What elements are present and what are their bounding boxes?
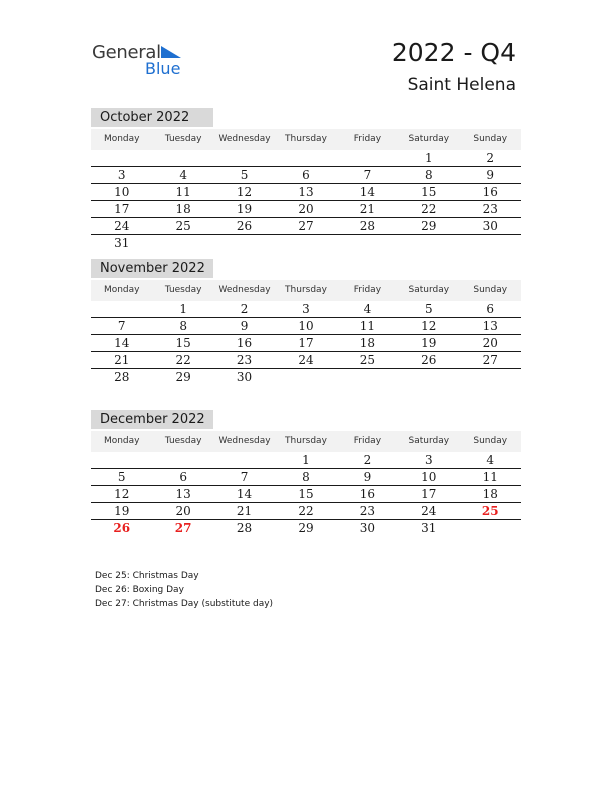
- empty-day-cell: [460, 520, 521, 537]
- day-cell: 10: [298, 319, 314, 333]
- month-december: [91, 410, 521, 537]
- day-cell: 21: [236, 504, 253, 518]
- day-cell: 14: [114, 336, 130, 350]
- page-title: 2022 - Q4: [391, 38, 516, 67]
- day-cell: 25: [175, 219, 191, 233]
- logo-triangle-icon: [161, 44, 183, 60]
- holiday-day-cell: 26: [113, 521, 131, 535]
- day-cell: 17: [114, 202, 130, 216]
- weekday-header: [91, 280, 521, 301]
- weekday-label: Tuesday: [164, 436, 202, 446]
- day-cell: 29: [421, 219, 437, 233]
- week-row: [91, 201, 521, 218]
- generalblue-logo: [92, 40, 192, 80]
- week-row: [91, 184, 521, 201]
- weekday-label: Thursday: [285, 285, 327, 295]
- weekday-label: Saturday: [408, 285, 450, 295]
- week-row: [91, 318, 521, 335]
- day-cell: 10: [421, 470, 437, 484]
- day-cell: 30: [482, 219, 498, 233]
- day-cell: 27: [482, 353, 498, 367]
- day-cell: 13: [175, 487, 191, 501]
- week-row: [91, 469, 521, 486]
- day-cell: 26: [421, 353, 437, 367]
- day-cell: 5: [425, 302, 433, 316]
- day-cell: 1: [302, 453, 310, 467]
- empty-day-cell: [152, 235, 213, 252]
- day-cell: 19: [421, 336, 437, 350]
- day-cell: 30: [359, 521, 376, 535]
- day-cell: 12: [421, 319, 437, 333]
- day-cell: 1: [425, 151, 433, 165]
- day-cell: 5: [240, 168, 249, 182]
- empty-day-cell: [214, 150, 275, 166]
- month-grid: [91, 150, 521, 252]
- weekday-label: Tuesday: [164, 134, 202, 144]
- day-cell: 8: [179, 319, 187, 333]
- month-label: November 2022: [91, 259, 213, 278]
- empty-day-cell: [152, 150, 213, 166]
- empty-day-cell: [275, 235, 336, 252]
- day-cell: 24: [114, 219, 130, 233]
- day-cell: 26: [236, 219, 253, 233]
- day-cell: 11: [482, 470, 498, 484]
- empty-day-cell: [91, 301, 152, 317]
- day-cell: 18: [482, 487, 498, 501]
- empty-day-cell: [214, 235, 275, 252]
- day-cell: 5: [117, 470, 126, 484]
- day-cell: 11: [359, 319, 376, 333]
- day-cell: 22: [298, 504, 314, 518]
- empty-day-cell: [398, 235, 459, 252]
- day-cell: 17: [298, 336, 314, 350]
- empty-day-cell: [460, 235, 521, 252]
- empty-day-cell: [337, 150, 398, 166]
- day-cell: 16: [359, 487, 376, 501]
- day-cell: 28: [359, 219, 376, 233]
- day-cell: 2: [363, 453, 372, 467]
- day-cell: 11: [175, 185, 191, 199]
- weekday-label: Tuesday: [164, 285, 202, 295]
- day-cell: 2: [240, 302, 249, 316]
- day-cell: 4: [363, 302, 372, 316]
- weekday-label: Sunday: [473, 285, 508, 295]
- weekday-label: Monday: [103, 134, 140, 144]
- week-row: [91, 520, 521, 537]
- day-cell: 28: [236, 521, 253, 535]
- weekday-label: Saturday: [408, 134, 450, 144]
- week-row: [91, 301, 521, 318]
- day-cell: 19: [236, 202, 253, 216]
- day-cell: 14: [359, 185, 376, 199]
- country-name: Saint Helena: [407, 75, 516, 95]
- empty-day-cell: [214, 452, 275, 468]
- weekday-label: Wednesday: [218, 285, 271, 295]
- empty-day-cell: [275, 369, 336, 386]
- weekday-label: Sunday: [473, 134, 508, 144]
- day-cell: 31: [114, 236, 130, 250]
- month-october: [91, 108, 521, 252]
- day-cell: 16: [482, 185, 498, 199]
- day-cell: 15: [298, 487, 314, 501]
- day-cell: 6: [179, 470, 187, 484]
- day-cell: 29: [298, 521, 314, 535]
- weekday-label: Sunday: [473, 436, 508, 446]
- day-cell: 23: [359, 504, 376, 518]
- day-cell: 15: [421, 185, 437, 199]
- day-cell: 4: [179, 168, 187, 182]
- day-cell: 31: [421, 521, 437, 535]
- day-cell: 23: [482, 202, 498, 216]
- day-cell: 17: [421, 487, 437, 501]
- weekday-label: Wednesday: [218, 134, 271, 144]
- day-cell: 29: [175, 370, 191, 384]
- day-cell: 18: [359, 336, 376, 350]
- holiday-item: Dec 25: Christmas Day: [95, 571, 199, 581]
- day-cell: 21: [359, 202, 376, 216]
- holiday-day-cell: 27: [174, 521, 192, 535]
- day-cell: 15: [175, 336, 191, 350]
- day-cell: 10: [114, 185, 130, 199]
- week-row: [91, 150, 521, 167]
- day-cell: 1: [179, 302, 187, 316]
- holiday-list: [95, 569, 273, 611]
- week-row: [91, 369, 521, 386]
- day-cell: 16: [236, 336, 253, 350]
- day-cell: 21: [114, 353, 130, 367]
- empty-day-cell: [337, 369, 398, 386]
- day-cell: 19: [114, 504, 130, 518]
- week-row: [91, 486, 521, 503]
- day-cell: 22: [421, 202, 437, 216]
- weekday-header: [91, 431, 521, 452]
- month-grid: [91, 301, 521, 386]
- day-cell: 30: [236, 370, 253, 384]
- day-cell: 6: [486, 302, 495, 316]
- weekday-label: Friday: [353, 285, 382, 295]
- day-cell: 18: [175, 202, 191, 216]
- empty-day-cell: [460, 369, 521, 386]
- day-cell: 14: [236, 487, 253, 501]
- day-cell: 9: [240, 319, 249, 333]
- day-cell: 6: [302, 168, 310, 182]
- holiday-day-cell: 25: [481, 504, 499, 518]
- week-row: [91, 167, 521, 184]
- day-cell: 7: [240, 470, 249, 484]
- day-cell: 3: [302, 302, 310, 316]
- day-cell: 13: [482, 319, 498, 333]
- day-cell: 3: [425, 453, 433, 467]
- holiday-item: Dec 27: Christmas Day (substitute day): [95, 599, 274, 609]
- day-cell: 12: [114, 487, 130, 501]
- weekday-label: Monday: [103, 285, 140, 295]
- day-cell: 13: [298, 185, 314, 199]
- empty-day-cell: [152, 452, 213, 468]
- weekday-label: Saturday: [408, 436, 450, 446]
- weekday-label: Friday: [353, 134, 382, 144]
- empty-day-cell: [91, 150, 152, 166]
- day-cell: 12: [236, 185, 253, 199]
- month-grid: [91, 452, 521, 537]
- weekday-label: Friday: [353, 436, 382, 446]
- logo-text-general: General: [92, 42, 161, 63]
- day-cell: 7: [363, 168, 372, 182]
- week-row: [91, 452, 521, 469]
- empty-day-cell: [91, 452, 152, 468]
- day-cell: 25: [359, 353, 376, 367]
- month-label: December 2022: [91, 410, 213, 429]
- day-cell: 28: [114, 370, 130, 384]
- month-label: October 2022: [91, 108, 213, 127]
- day-cell: 8: [302, 470, 310, 484]
- day-cell: 20: [482, 336, 498, 350]
- weekday-label: Thursday: [285, 436, 327, 446]
- day-cell: 9: [486, 168, 495, 182]
- weekday-label: Monday: [103, 436, 140, 446]
- day-cell: 20: [175, 504, 191, 518]
- week-row: [91, 335, 521, 352]
- day-cell: 27: [298, 219, 314, 233]
- empty-day-cell: [275, 150, 336, 166]
- day-cell: 22: [175, 353, 191, 367]
- day-cell: 23: [236, 353, 253, 367]
- day-cell: 20: [298, 202, 314, 216]
- week-row: [91, 503, 521, 520]
- day-cell: 8: [425, 168, 433, 182]
- logo-text-blue: Blue: [145, 59, 181, 78]
- week-row: [91, 218, 521, 235]
- day-cell: 4: [486, 453, 495, 467]
- week-row: [91, 235, 521, 252]
- holiday-item: Dec 26: Boxing Day: [95, 585, 184, 595]
- day-cell: 3: [117, 168, 126, 182]
- day-cell: 7: [117, 319, 126, 333]
- month-november: [91, 259, 521, 386]
- day-cell: 24: [421, 504, 437, 518]
- empty-day-cell: [337, 235, 398, 252]
- weekday-header: [91, 129, 521, 150]
- weekday-label: Thursday: [285, 134, 327, 144]
- day-cell: 9: [363, 470, 372, 484]
- week-row: [91, 352, 521, 369]
- day-cell: 2: [486, 151, 495, 165]
- weekday-label: Wednesday: [218, 436, 271, 446]
- day-cell: 24: [298, 353, 314, 367]
- empty-day-cell: [398, 369, 459, 386]
